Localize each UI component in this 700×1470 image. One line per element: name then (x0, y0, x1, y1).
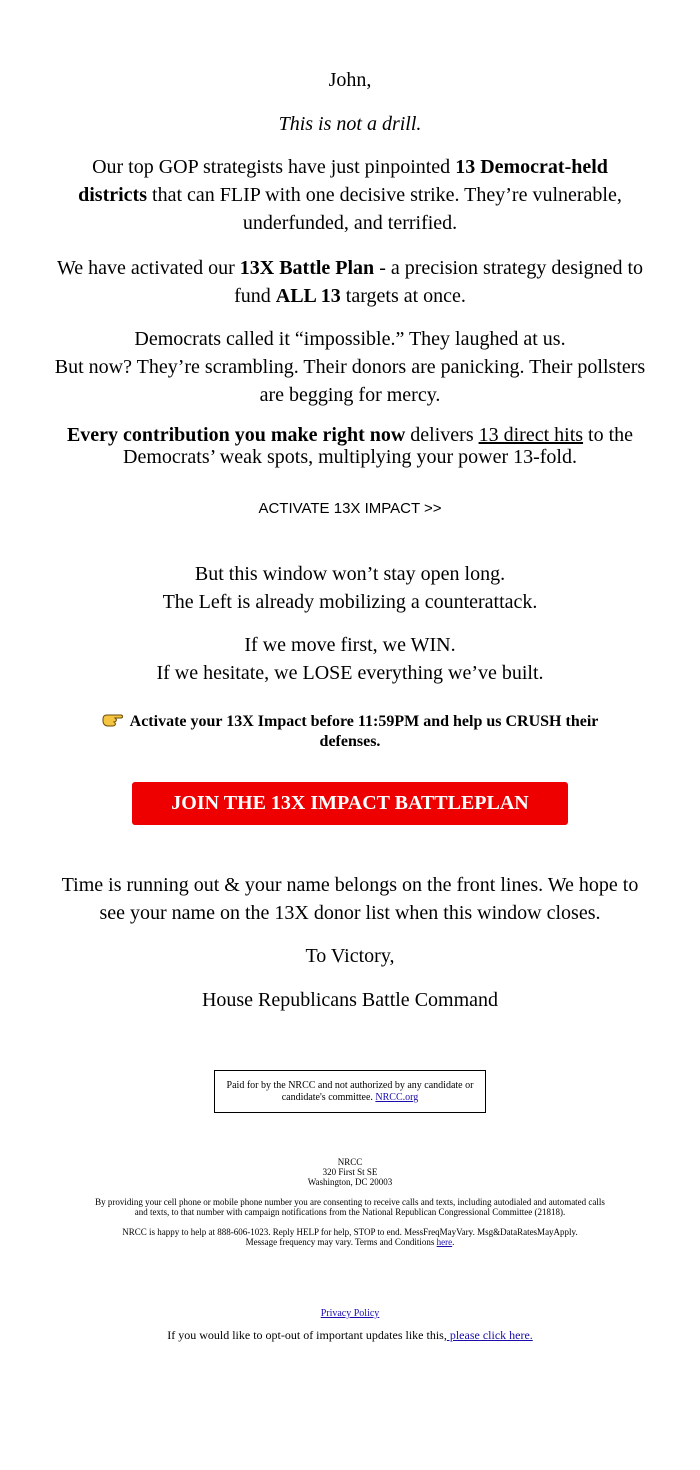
paragraph-time-running-out: Time is running out & your name belongs on the front lines. We hope to see your name on the 13X donor list when this window closes. (61, 874, 639, 924)
paragraph-move-first: If we move first, we WIN. If we hesitate, we LOSE everything we’ve built. (156, 634, 544, 684)
deadline-line: Activate your 13X Impact before 11:59PM and help us CRUSH their defenses. (70, 711, 630, 752)
paragraph-districts: Our top GOP strategists have just pinpointed 13 Democrat-held districts that can FLIP with one decisive strike. They’re vulnerable, underfunded, and terrified. (78, 156, 622, 234)
terms-link[interactable]: here (436, 1237, 453, 1247)
intro-line: This is not a drill. (278, 113, 422, 135)
help-text: NRCC is happy to help at 888-606-1023. Reply HELP for help, STOP to end. MessFreqMayVary. Msg&DataRatesMayApply. Message frequency may vary. Terms and Conditions here. (122, 1227, 578, 1247)
optout-link[interactable]: please click here. (446, 1328, 533, 1342)
paragraph-contribution: Every contribution you make right now delivers 13 direct hits to the Democrats’ weak spots, multiplying your power 13-fold. (66, 424, 634, 468)
paragraph-window: But this window won’t stay open long. The Left is already mobilizing a counterattack. (162, 563, 538, 613)
privacy-policy-link[interactable]: Privacy Policy (320, 1308, 380, 1319)
consent-text: By providing your cell phone or mobile phone number you are consenting to receive calls and texts, including autodialed and automated calls and texts, to that number with campaign notifications from the National Republican Congressional Committee (21818). (95, 1197, 605, 1217)
pointing-hand-icon (102, 711, 124, 729)
paid-for-disclaimer: Paid for by the NRCC and not authorized by any candidate or candidate's committee. NRCC.org (214, 1070, 486, 1113)
activate-impact-link[interactable]: ACTIVATE 13X IMPACT >> (258, 500, 442, 517)
join-battleplan-button[interactable]: JOIN THE 13X IMPACT BATTLEPLAN (132, 782, 568, 825)
optout-line: If you would like to opt-out of important updates like this, please click here. (167, 1328, 533, 1342)
direct-hits-text: 13 direct hits (478, 424, 584, 446)
address-block: NRCC 320 First St SE Washington, DC 20003 (307, 1157, 393, 1187)
signature: House Republicans Battle Command (201, 989, 499, 1011)
email-body (50, 0, 650, 1343)
paragraph-battle-plan: We have activated our 13X Battle Plan - a precision strategy designed to fund ALL 13 targets at once. (57, 257, 643, 307)
nrcc-org-link[interactable]: NRCC.org (375, 1092, 419, 1103)
signoff: To Victory, (305, 945, 395, 967)
paragraph-democrats: Democrats called it “impossible.” They laughed at us. But now? They’re scrambling. Their donors are panicking. Their pollsters are begging for mercy. (54, 328, 646, 406)
greeting: John, (328, 69, 372, 91)
